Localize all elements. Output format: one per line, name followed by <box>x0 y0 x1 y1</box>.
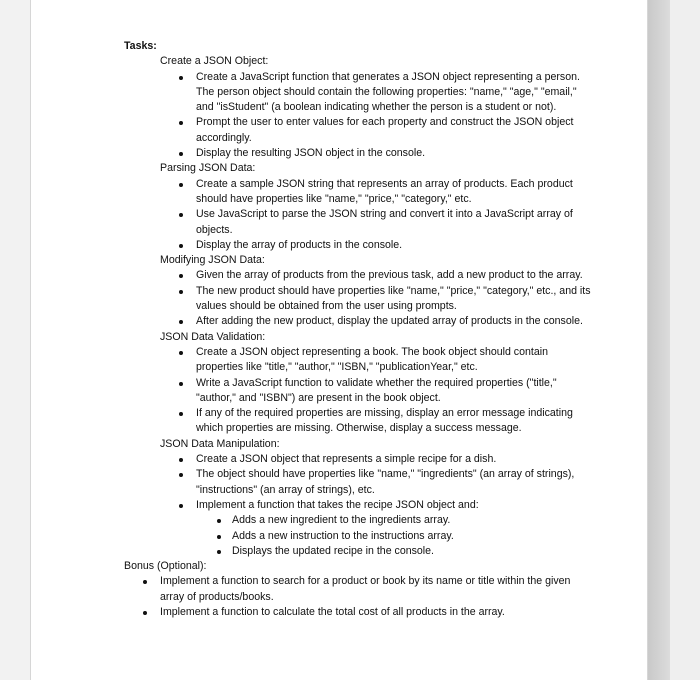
bonus-bullet-list <box>124 574 594 620</box>
list-item: Write a JavaScript function to validate whether the required properties ("title," "author," and "ISBN") are present in the book object. <box>160 376 594 407</box>
page-edge-shadow <box>648 0 670 680</box>
list-item: Implement a function to calculate the total cost of all products in the array. <box>124 605 594 620</box>
sub-list-item: Adds a new ingredient to the ingredients array. <box>196 513 594 528</box>
list-item: The new product should have properties like "name," "price," "category," etc., and its values should be obtained from the user using prompts. <box>160 284 594 315</box>
section-modifying-json-data <box>124 253 594 329</box>
list-item: Display the array of products in the console. <box>160 238 594 253</box>
bonus-heading: Bonus (Optional): <box>124 560 207 573</box>
list-item: Implement a function to search for a product or book by its name or title within the given array of products/books. <box>124 574 594 605</box>
section-create-json-object <box>124 54 594 161</box>
list-item: Create a JSON object that represents a simple recipe for a dish. <box>160 452 594 467</box>
sub-list-item: Displays the updated recipe in the console. <box>196 544 594 559</box>
section-heading: Create a JSON Object: <box>160 55 269 68</box>
list-item: After adding the new product, display the updated array of products in the console. <box>160 314 594 329</box>
list-item-text: Implement a function that takes the recipe JSON object and: <box>196 498 479 511</box>
list-item: Create a JSON object representing a book. The book object should contain properties like "title," "author," "ISBN," "publicationYear," etc. <box>160 345 594 376</box>
list-item <box>160 498 594 559</box>
bullet-list <box>160 345 594 437</box>
section-heading: Modifying JSON Data: <box>160 254 265 267</box>
list-item: Display the resulting JSON object in the console. <box>160 146 594 161</box>
section-parsing-json-data <box>124 161 594 253</box>
list-item: The object should have properties like "name," "ingredients" (an array of strings), "instructions" (an array of strings), etc. <box>160 467 594 498</box>
sub-bullet-list <box>196 513 594 559</box>
section-heading: JSON Data Manipulation: <box>160 437 280 450</box>
left-margin <box>0 0 30 680</box>
tasks-title: Tasks: <box>124 40 157 52</box>
section-json-data-manipulation <box>124 437 594 559</box>
document-page <box>30 0 648 680</box>
section-json-data-validation <box>124 330 594 437</box>
list-item: Create a JavaScript function that generates a JSON object representing a person. The person object should contain the following properties: "name," "age," "email," and "isStudent" (a boolean indicating whether the person is a student or not). <box>160 70 594 116</box>
bullet-list <box>160 177 594 253</box>
list-item: Given the array of products from the previous task, add a new product to the array. <box>160 268 594 283</box>
list-item: Prompt the user to enter values for each property and construct the JSON object accordingly. <box>160 115 594 146</box>
page-content <box>124 39 594 620</box>
section-heading: Parsing JSON Data: <box>160 162 256 175</box>
section-bonus <box>124 559 594 620</box>
list-item: Use JavaScript to parse the JSON string and convert it into a JavaScript array of objects. <box>160 207 594 238</box>
list-item: Create a sample JSON string that represents an array of products. Each product should have properties like "name," "price," "category," etc. <box>160 177 594 208</box>
section-heading: JSON Data Validation: <box>160 330 266 343</box>
list-item: If any of the required properties are missing, display an error message indicating which properties are missing. Otherwise, display a success message. <box>160 406 594 437</box>
bullet-list <box>160 268 594 329</box>
sub-list-item: Adds a new instruction to the instructions array. <box>196 529 594 544</box>
bullet-list <box>160 452 594 559</box>
bullet-list <box>160 70 594 162</box>
right-margin <box>670 0 700 680</box>
